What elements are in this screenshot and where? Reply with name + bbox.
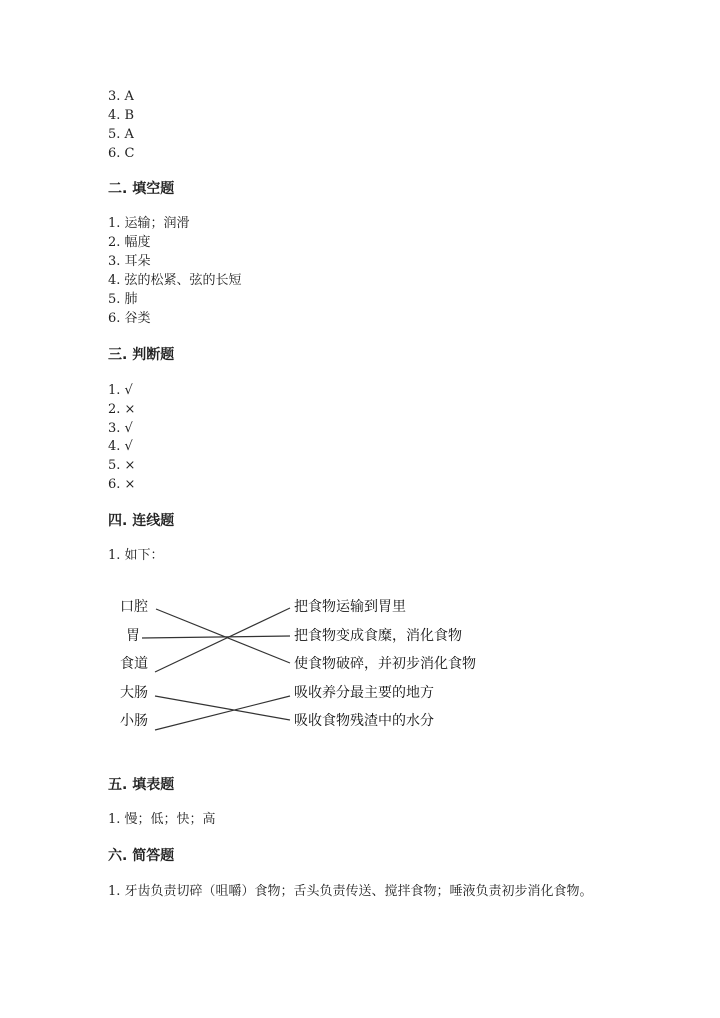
fill-blank-item-4: 4. 弦的松紧、弦的长短 bbox=[108, 273, 242, 288]
right-term-3: 使食物破碎，并初步消化食物 bbox=[294, 656, 476, 672]
matching-heading: 四. 连线题 bbox=[108, 513, 175, 529]
true-false-item-2: 2. × bbox=[108, 402, 136, 417]
connection-line bbox=[155, 608, 290, 672]
left-term-large-intestine: 大肠 bbox=[120, 685, 148, 701]
connection-line bbox=[155, 696, 290, 720]
true-false-item-1: 1. √ bbox=[108, 383, 133, 398]
left-term-mouth: 口腔 bbox=[120, 599, 148, 615]
short-answer-heading: 六. 简答题 bbox=[108, 848, 175, 864]
true-false-heading: 三. 判断题 bbox=[108, 347, 175, 363]
choice-answer-5: 5. A bbox=[108, 127, 134, 142]
left-term-small-intestine: 小肠 bbox=[120, 713, 148, 729]
right-term-1: 把食物运输到胃里 bbox=[294, 599, 406, 615]
true-false-item-6: 6. × bbox=[108, 477, 136, 492]
fill-blank-item-3: 3. 耳朵 bbox=[108, 254, 151, 269]
left-term-esophagus: 食道 bbox=[120, 656, 148, 672]
matching-diagram bbox=[100, 590, 520, 740]
true-false-item-4: 4. √ bbox=[108, 439, 133, 454]
fill-blank-heading: 二. 填空题 bbox=[108, 181, 175, 197]
fill-blank-item-1: 1. 运输；润滑 bbox=[108, 216, 190, 231]
fill-blank-item-5: 5. 肺 bbox=[108, 292, 138, 307]
left-term-stomach: 胃 bbox=[126, 628, 140, 644]
table-fill-heading: 五. 填表题 bbox=[108, 777, 175, 793]
fill-blank-item-6: 6. 谷类 bbox=[108, 311, 151, 326]
table-fill-answer: 1. 慢；低；快；高 bbox=[108, 812, 216, 827]
right-term-2: 把食物变成食糜，消化食物 bbox=[294, 628, 462, 644]
matching-intro: 1. 如下： bbox=[108, 548, 164, 563]
true-false-item-3: 3. √ bbox=[108, 421, 133, 436]
right-term-4: 吸收养分最主要的地方 bbox=[294, 685, 434, 701]
short-answer-text: 1. 牙齿负责切碎（咀嚼）食物；舌头负责传送、搅拌食物；唾液负责初步消化食物。 bbox=[108, 884, 593, 899]
choice-answer-4: 4. B bbox=[108, 108, 135, 123]
right-term-5: 吸收食物残渣中的水分 bbox=[294, 713, 434, 729]
true-false-item-5: 5. × bbox=[108, 458, 136, 473]
connection-line bbox=[142, 636, 290, 638]
fill-blank-item-2: 2. 幅度 bbox=[108, 235, 151, 250]
choice-answer-6: 6. C bbox=[108, 146, 135, 161]
choice-answer-3: 3. A bbox=[108, 89, 134, 104]
connection-line bbox=[155, 696, 290, 730]
